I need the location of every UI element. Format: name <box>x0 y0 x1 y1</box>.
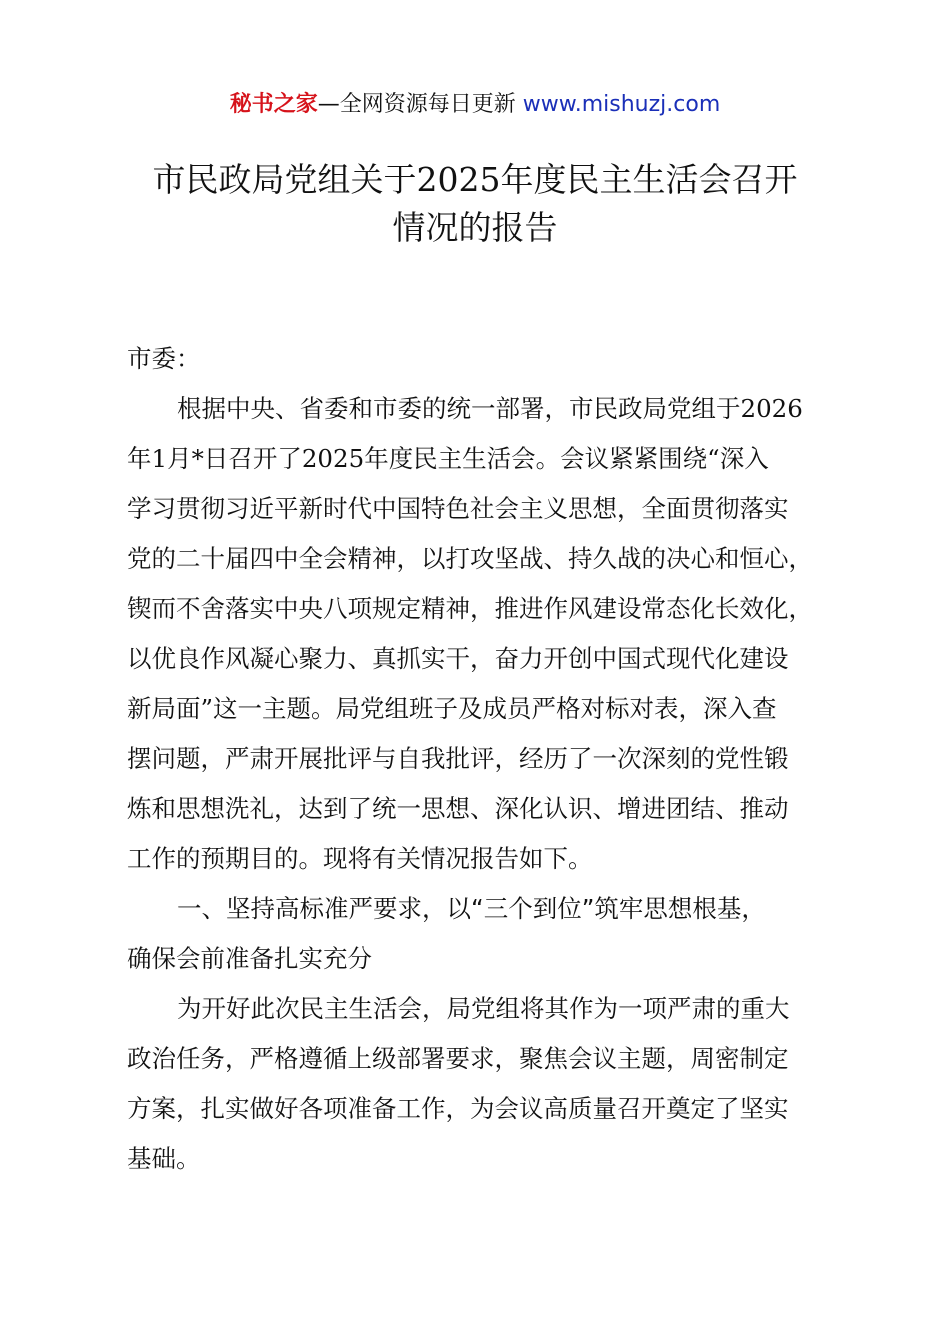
paragraph-line: 根据中央、省委和市委的统一部署，市民政局党组于2026 <box>177 394 803 423</box>
paragraph-line: 炼和思想洗礼，达到了统一思想、深化认识、增进团结、推动 <box>127 794 789 823</box>
paragraph-line: 工作的预期目的。现将有关情况报告如下。 <box>127 844 593 873</box>
paragraph-line: 年1月*日召开了2025年度民主生活会。会议紧紧围绕“深入 <box>127 444 769 473</box>
paragraph-line: 政治任务，严格遵循上级部署要求，聚焦会议主题，周密制定 <box>127 1044 789 1073</box>
site-header <box>0 88 950 122</box>
document-title <box>60 156 890 252</box>
paragraph-line: 方案，扎实做好各项准备工作，为会议高质量召开奠定了坚实 <box>127 1094 789 1123</box>
paragraph-line: 基础。 <box>127 1144 201 1173</box>
section-heading-line: 一、坚持高标准严要求，以“三个到位”筑牢思想根基， <box>177 894 766 923</box>
salutation: 市委： <box>127 344 201 373</box>
section-heading-line: 确保会前准备扎实充分 <box>127 944 372 973</box>
document-body <box>127 334 832 1184</box>
paragraph-line: 锲而不舍落实中央八项规定精神，推进作风建设常态化长效化， <box>127 594 813 623</box>
paragraph-line: 学习贯彻习近平新时代中国特色社会主义思想，全面贯彻落实 <box>127 494 789 523</box>
paragraph-line: 摆问题，严肃开展批评与自我批评，经历了一次深刻的党性锻 <box>127 744 789 773</box>
site-brand: 秘书之家 <box>229 92 318 117</box>
title-line: 市民政局党组关于2025年度民主生活会召开 <box>152 160 798 199</box>
paragraph-line: 党的二十届四中全会精神，以打攻坚战、持久战的决心和恒心， <box>127 544 813 573</box>
site-url-link[interactable]: www.mishuzj.com <box>522 92 721 117</box>
paragraph-line: 以优良作风凝心聚力、真抓实干，奋力开创中国式现代化建设 <box>127 644 789 673</box>
title-line: 情况的报告 <box>392 208 558 247</box>
paragraph-line: 为开好此次民主生活会，局党组将其作为一项严肃的重大 <box>177 994 790 1023</box>
site-tagline: —全网资源每日更新 <box>317 92 516 117</box>
paragraph-line: 新局面”这一主题。局党组班子及成员严格对标对表，深入查 <box>127 694 777 723</box>
